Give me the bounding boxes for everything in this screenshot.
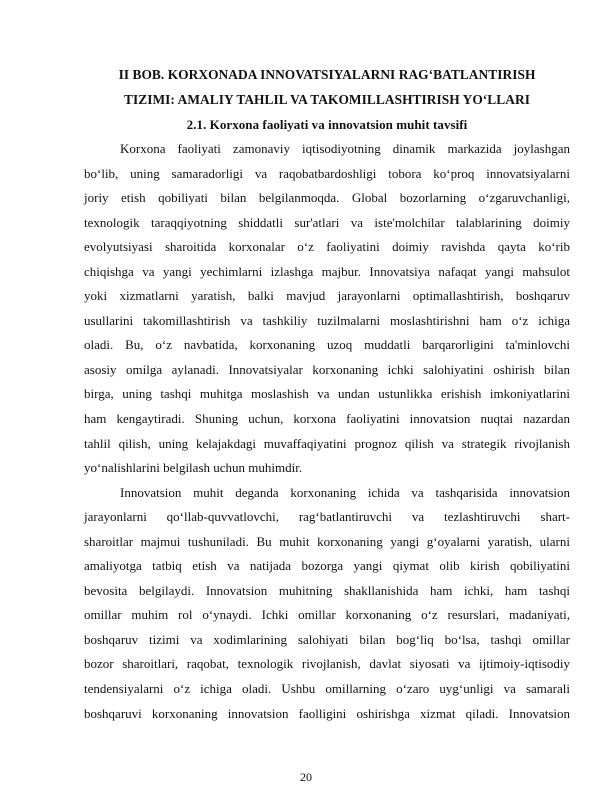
paragraph-line: texnologik taraqqiyotning shiddatli sur'atlari va iste'molchilar talablarining doimiy [84,214,570,230]
paragraph-line: yo‘nalishlarini belgilash uchun muhimdir. [84,460,303,476]
paragraph-line: asosiy omilga aylanadi. Innovatsiyalar korxonaning ichki salohiyatini oshirish bilan [84,361,570,377]
paragraph-line: chiqishga va yangi yechimlarni izlashga majbur. Innovatsiya nafaqat yangi mahsulot [84,263,570,279]
paragraph-line: bevosita belgilaydi. Innovatsion muhitning shakllanishida ham ichki, ham tashqi [84,582,570,598]
paragraph-line: birga, uning tashqi muhitga moslashish va undan ustunlikka erishish imkoniyatlarini [84,386,570,402]
paragraph-line: bo‘lib, uning samaradorligi va raqobatbardoshligi tobora ko‘proq innovatsiyalarni [84,165,570,181]
paragraph-line: tendensiyalarni o‘z ichiga oladi. Ushbu omillarning o‘zaro uyg‘unligi va samarali [84,681,570,697]
paragraph-line: jarayonlarni qo‘llab-quvvatlovchi, rag‘batlantiruvchi va tezlashtiruvchi shart- [84,509,570,525]
paragraph-line: evolyutsiyasi sharoitida korxonalar o‘z faoliyatini doimiy ravishda qayta ko‘rib [84,239,570,255]
chapter-title-line-1: II BOB. KORXONADA INNOVATSIYALARNI RAG‘BATLANTIRISH [118,67,536,82]
chapter-title-line-2: TIZIMI: AMALIY TAHLIL VA TAKOMILLASHTIRISH YO‘LLARI [124,92,530,107]
paragraph-line: tahlil qilish, uning kelajakdagi muvaffaqiyatini prognoz qilish va strategik rivojlanish [84,435,570,451]
paragraph-line: bozor sharoitlari, raqobat, texnologik rivojlanish, davlat siyosati va ijtimoiy-iqtisodiy [84,656,570,672]
paragraph-line: amaliyotga tatbiq etish va natijada bozorga yangi qiymat olib kirish qobiliyatini [84,558,570,574]
section-title: 2.1. Korxona faoliyati va innovatsion muhit tavsifi [186,117,468,132]
paragraph-line: yoki xizmatlarni yaratish, balki mavjud jarayonlarni optimallashtirish, boshqaruv [84,288,570,304]
paragraph-line: usullarini takomillashtirish va tashkiliy tuzilmalarni moslashtirishni ham o‘z ichiga [84,312,570,328]
paragraph-line: Innovatsion muhit deganda korxonaning ichida va tashqarisida innovatsion [120,484,570,500]
paragraph-line: boshqaruv tizimi va xodimlarining salohiyati bilan bog‘liq bo‘lsa, tashqi omillar [84,631,570,647]
page-number: 20 [300,770,312,784]
paragraph-line: omillar muhim rol o‘ynaydi. Ichki omillar korxonaning o‘z resurslari, madaniyati, [84,607,570,623]
paragraph-line: oladi. Bu, o‘z navbatida, korxonaning uzoq muddatli barqarorligini ta'minlovchi [84,337,570,353]
paragraph-line: ham kengaytiradi. Shuning uchun, korxona faoliyatini innovatsion nuqtai nazardan [84,411,570,427]
paragraph-line: sharoitlar majmui tushuniladi. Bu muhit korxonaning yangi g‘oyalarni yaratish, ularni [84,533,570,549]
paragraph-line: Korxona faoliyati zamonaviy iqtisodiyotning dinamik markazida joylashgan [120,141,570,156]
paragraph-line: boshqaruvi korxonaning innovatsion faolligini oshirishga xizmat qiladi. Innovatsion [84,705,570,721]
body-text [84,137,570,726]
paragraph-line: joriy etish qobiliyati bilan belgilanmoqda. Global bozorlarning o‘zgaruvchanligi, [84,190,570,206]
